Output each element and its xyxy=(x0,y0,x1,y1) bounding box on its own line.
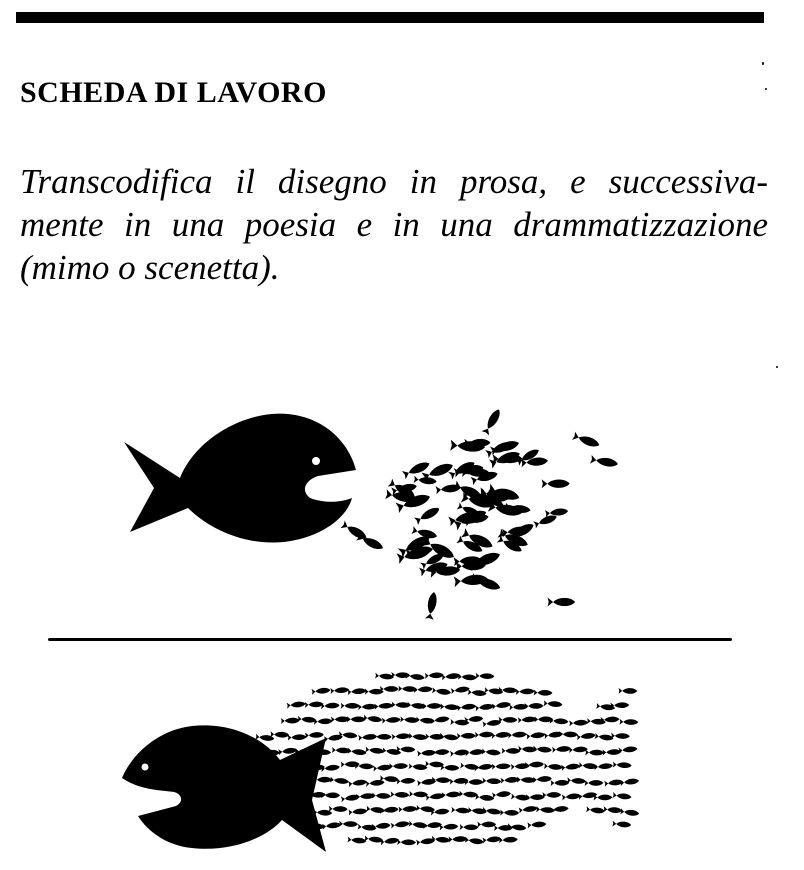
small-fish xyxy=(347,716,366,722)
small-fish xyxy=(585,749,604,755)
small-fish xyxy=(441,672,460,680)
small-fish xyxy=(482,836,501,844)
small-fish xyxy=(329,806,348,812)
small-fish xyxy=(389,763,408,769)
small-fish xyxy=(423,703,442,709)
small-fish xyxy=(425,672,444,679)
instructions-line-2: mente in una poesia e in una drammatizzazione xyxy=(20,205,768,244)
small-fish xyxy=(545,507,569,517)
small-fish xyxy=(356,793,375,800)
small-fish xyxy=(305,732,324,739)
small-fish xyxy=(457,703,476,711)
small-fish xyxy=(321,702,340,709)
small-fish xyxy=(347,688,366,695)
small-fish xyxy=(400,716,419,723)
small-fish xyxy=(492,701,511,710)
small-fish xyxy=(527,821,546,828)
small-fish xyxy=(365,747,384,755)
small-fish xyxy=(374,702,393,709)
small-fish xyxy=(451,807,470,814)
small-fish xyxy=(590,455,619,468)
small-fish xyxy=(491,731,510,739)
small-fish xyxy=(440,704,459,711)
small-fish xyxy=(619,719,638,725)
small-fish xyxy=(516,688,535,695)
small-fish xyxy=(373,734,392,740)
small-fish xyxy=(502,748,521,754)
small-fish xyxy=(559,731,578,737)
small-fish xyxy=(311,687,330,695)
small-fish xyxy=(414,686,433,693)
small-fish xyxy=(475,703,494,711)
small-fish xyxy=(533,775,552,782)
small-fish xyxy=(477,821,496,827)
small-fish xyxy=(442,791,461,798)
small-fish xyxy=(482,719,501,727)
small-fish xyxy=(398,806,417,813)
small-fish xyxy=(330,687,349,694)
small-fish xyxy=(526,731,545,739)
small-fish xyxy=(398,686,417,693)
small-fish xyxy=(439,823,458,830)
small-fish xyxy=(604,779,623,787)
small-fish xyxy=(366,779,385,787)
small-fish xyxy=(533,513,558,528)
small-fish xyxy=(543,700,562,707)
small-fish xyxy=(482,778,501,785)
small-fish xyxy=(602,749,621,756)
small-fish xyxy=(457,733,476,739)
small-fish xyxy=(552,745,571,753)
small-fish xyxy=(331,716,350,722)
top-illustration xyxy=(0,390,804,630)
small-fish xyxy=(382,716,401,723)
small-fish xyxy=(534,690,553,696)
small-fish xyxy=(380,806,399,814)
small-fish xyxy=(492,763,511,770)
small-fish xyxy=(409,791,428,798)
small-fish xyxy=(620,808,639,816)
small-fish xyxy=(348,748,367,756)
small-fish xyxy=(348,808,367,816)
small-fish xyxy=(409,733,428,741)
small-fish xyxy=(551,780,570,786)
small-fish xyxy=(585,780,604,786)
small-fish xyxy=(425,591,438,620)
small-fish xyxy=(499,717,518,723)
small-fish xyxy=(586,806,605,814)
small-fish xyxy=(561,763,580,771)
small-fish xyxy=(341,703,360,709)
small-fish xyxy=(548,598,576,607)
small-fish xyxy=(330,777,349,785)
small-fish xyxy=(460,824,479,830)
small-fish xyxy=(372,792,391,799)
small-fish xyxy=(287,701,306,709)
small-fish xyxy=(595,733,614,741)
small-fish xyxy=(305,701,324,708)
big-fish xyxy=(124,414,356,543)
small-fish xyxy=(542,479,570,488)
small-fish xyxy=(594,763,613,771)
small-fish xyxy=(526,794,545,800)
small-fish xyxy=(612,821,631,828)
small-fish xyxy=(392,733,411,740)
small-fish xyxy=(364,835,383,843)
small-fish xyxy=(569,746,588,753)
small-fish xyxy=(465,837,484,845)
small-fish xyxy=(363,715,382,723)
small-fish xyxy=(517,777,536,784)
small-fish xyxy=(492,790,511,798)
small-fish xyxy=(396,777,415,784)
small-fish xyxy=(314,718,333,725)
small-fish xyxy=(613,762,632,769)
small-fish-school xyxy=(340,407,618,620)
small-fish xyxy=(518,716,537,723)
small-fish xyxy=(569,719,588,726)
small-fish xyxy=(339,821,358,827)
small-fish xyxy=(321,764,340,772)
worksheet-title: SCHEDA DI LAVORO xyxy=(20,76,327,109)
small-fish xyxy=(322,822,341,830)
small-fish xyxy=(348,779,367,787)
small-fish xyxy=(270,731,289,738)
small-fish xyxy=(500,810,519,816)
small-fish xyxy=(380,837,399,846)
small-fish xyxy=(611,733,630,740)
small-fish xyxy=(533,746,552,754)
small-fish xyxy=(390,791,409,798)
small-fish xyxy=(297,716,316,724)
small-fish xyxy=(482,748,501,756)
small-fish xyxy=(414,505,441,525)
small-fish xyxy=(426,792,445,800)
small-fish xyxy=(406,673,425,681)
small-fish xyxy=(519,805,538,813)
instructions-line-1: Transcodifica il disegno in prosa, e successiva- xyxy=(20,162,768,201)
paper-speck xyxy=(776,366,778,368)
small-fish xyxy=(475,794,494,802)
paper-speck xyxy=(762,62,764,65)
small-fish xyxy=(618,746,637,754)
small-fish xyxy=(321,792,340,798)
small-fish xyxy=(542,792,561,798)
small-fish xyxy=(544,763,563,770)
small-fish xyxy=(366,806,385,814)
small-fish xyxy=(356,533,385,553)
small-fish xyxy=(577,732,596,740)
small-fish xyxy=(458,674,477,681)
small-fish xyxy=(475,731,494,738)
small-fish xyxy=(507,823,526,831)
small-fish xyxy=(499,836,518,843)
small-fish xyxy=(397,839,416,845)
small-fish xyxy=(603,806,622,814)
small-fish xyxy=(572,432,601,450)
small-fish xyxy=(562,793,581,801)
paper-speck xyxy=(765,88,767,90)
small-fish xyxy=(431,836,450,844)
small-fish xyxy=(451,686,470,695)
small-fish xyxy=(373,764,392,772)
small-fish xyxy=(375,673,394,680)
small-fish xyxy=(432,687,451,695)
lone-fish-eye xyxy=(142,764,149,771)
small-fish xyxy=(567,777,586,784)
small-fish xyxy=(448,836,467,843)
bottom-illustration xyxy=(0,640,804,870)
small-fish xyxy=(525,703,544,709)
top-rule xyxy=(16,12,764,23)
small-fish xyxy=(468,689,487,697)
small-fish xyxy=(476,673,495,680)
instructions-line-3: (mimo o scenetta). xyxy=(20,248,280,287)
small-fish xyxy=(281,717,300,724)
small-fish xyxy=(347,837,366,845)
small-fish xyxy=(500,776,519,783)
small-fish xyxy=(459,791,478,798)
small-fish xyxy=(358,703,377,710)
small-fish xyxy=(408,763,427,771)
small-fish xyxy=(288,734,307,741)
small-fish xyxy=(431,749,450,756)
small-fish xyxy=(431,715,450,723)
small-fish xyxy=(620,778,639,786)
small-fish xyxy=(619,688,638,694)
lone-fish xyxy=(122,725,326,852)
small-fish xyxy=(612,792,631,800)
small-fish xyxy=(465,748,484,756)
worksheet-instructions xyxy=(20,160,768,289)
small-fish xyxy=(508,731,527,738)
small-fish xyxy=(423,822,442,830)
big-fish-eye xyxy=(312,457,320,465)
small-fish xyxy=(391,820,410,828)
small-fish xyxy=(481,407,502,435)
